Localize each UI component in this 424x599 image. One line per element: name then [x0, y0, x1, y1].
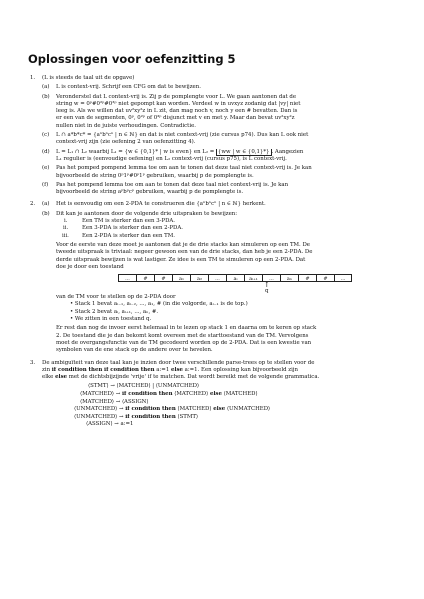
- q2-list-item: [30, 218, 394, 225]
- tape-cell: #: [298, 274, 316, 282]
- q2-bullet-text: We zitten in een toestand q.: [74, 316, 152, 323]
- q1-d-line: L₁ regulier is (eenvoudige oefening) en L₂ context-vrij (cursus p75), is L context-vrij.: [56, 155, 287, 162]
- tape-cell: ...: [262, 274, 280, 282]
- head-arrow-icon: ↑: [264, 281, 270, 290]
- q2-number: 2.: [30, 201, 36, 208]
- q3-text: De ambiguïteit van deze taal kan je inzien door twee verschillende parse-trees op te stellen voor de: [42, 359, 315, 366]
- q2-item-text: Een TM is sterker dan een 3-PDA.: [82, 218, 176, 225]
- q2-paragraph-line: tweede uitspraak is triviaal: negeer gewoon een van de drie stacks, dan heb je een 2-PDA. De: [56, 249, 313, 256]
- page-title: Oplossingen voor oefenzitting 5: [28, 52, 236, 66]
- q2-item-label: iii.: [62, 232, 69, 239]
- grammar-rule: ⟨MATCHED⟩ → ⟨ASSIGN⟩: [80, 398, 149, 405]
- q1-b-line: [30, 94, 394, 101]
- bullet-icon: •: [70, 308, 75, 315]
- q2-paragraph-line: moet de overgangsfunctie van de TM gecodeerd worden op de 2-PDA. Dat is een kwestie van: [56, 339, 312, 346]
- grammar-rule: ⟨UNMATCHED⟩ → if condition then ⟨MATCHED⟩ else ⟨UNMATCHED⟩: [74, 406, 271, 413]
- tape-cell: ...: [118, 274, 136, 282]
- q1-c-line: context-vrij zijn (zie oefening 2 van oefenzitting 4).: [56, 139, 196, 146]
- q2-b-line: [30, 211, 394, 218]
- q2-item-label: ii.: [63, 225, 69, 232]
- q2-item-text: Een 3-PDA is sterker dan een 2-PDA.: [82, 225, 183, 232]
- q1-d-label: (d): [42, 148, 50, 155]
- grammar-rule: ⟨UNMATCHED⟩ → if condition then ⟨STMT⟩: [74, 413, 199, 420]
- q2-a-text: Het is eenvoudig om een 2-PDA te construeren die {aⁿbⁿcⁿ | n ∈ ℕ} herkent.: [56, 201, 266, 208]
- q2-bullet: [30, 301, 394, 308]
- q1-e-text: Pas het pomped pompend lemma toe om aan te tonen dat deze taal niet context-vrij is. Je kan: [56, 165, 312, 172]
- q1-b-line: string w = 0ᵖ#0²ᵖ#0³ᵖ niet gepompt kan worden. Verdeel w in uvxyz zodanig dat |vy| niet: [56, 100, 301, 107]
- head-state-label: q: [265, 288, 269, 295]
- q2-paragraph-line: Er rest dan nog de invoer eerst helemaal in te lezen op stack 1 en daarna om te keren op stack: [56, 325, 317, 332]
- q3-number: 3.: [30, 359, 36, 366]
- q2-bullet-text: Stack 2 bevat aᵢ, aᵢ₊₁, ..., aₙ, #.: [74, 308, 159, 315]
- q2-bullet: [30, 316, 394, 323]
- tape-cell: a₂: [190, 274, 208, 282]
- q1-b-text: Veronderstel dat L context-vrij is. Zij p de pomplengte voor L. We gaan aantonen dat de: [56, 93, 297, 100]
- q1-f-line: bijvoorbeeld de string aᵖbᵖcᵖ gebruiken, waarbij p de pomplengte is.: [56, 189, 244, 196]
- q1-intro: (L is steeds de taal uit de opgave): [42, 75, 135, 81]
- q1-number: 1.: [30, 75, 36, 81]
- q2-paragraph-line: symbolen van de ene stack op de andere over te hevelen.: [56, 347, 213, 354]
- q2-a-line: [30, 201, 394, 208]
- tape-head: [30, 282, 394, 294]
- bullet-icon: •: [70, 301, 75, 308]
- grammar-rule: ⟨STMT⟩ → ⟨MATCHED⟩ | ⟨UNMATCHED⟩: [88, 383, 200, 390]
- q2-paragraph-line: doe je door een toestand: [56, 263, 124, 270]
- q1-a-text: L is context-vrij. Schrijf een CFG om dat te bewijzen.: [56, 84, 201, 91]
- q1-a: [30, 84, 394, 91]
- q1-c-line: [30, 132, 394, 139]
- tape-cell: #: [136, 274, 154, 282]
- q1-b-line: nullen niet in de juiste verhoudingen. Contradictie.: [56, 122, 196, 129]
- q1-f-line: [30, 182, 394, 189]
- tape-cell: #: [316, 274, 334, 282]
- grammar-rule: ⟨ASSIGN⟩ → a:=1: [86, 421, 134, 428]
- q1-a-label: (a): [42, 84, 50, 91]
- q1-e-label: (e): [42, 165, 50, 172]
- q3-line: [30, 360, 394, 367]
- q2-list-item: [30, 233, 394, 240]
- q1-f-label: (f): [42, 181, 49, 188]
- q1-f-text: Pas het pompend lemma toe om aan te tonen dat deze taal niet context-vrij is. Je kan: [56, 181, 289, 188]
- q1-d-boxed-language: {ww | w ∈ {0,1}*}: [218, 148, 270, 155]
- bullet-icon: •: [70, 316, 75, 323]
- q2-paragraph-line: 2. De toestand die je dan bekomt komt overeen met de starttoestand van de TM. Vervolgens: [56, 332, 309, 339]
- q3-line: zin if condition then if condition then a:=1 else a:=1. Een oplossing kan bijvoorbeeld zijn: [42, 366, 298, 373]
- tape-cell: ...: [208, 274, 226, 282]
- q1-e-line: [30, 165, 394, 172]
- q2-item-label: i.: [64, 218, 68, 225]
- tm-tape: [118, 274, 394, 282]
- q1-e-line: bijvoorbeeld de string 0ᵖ1ᵖ#0ᵖ1ᵖ gebruiken, waarbij p de pomplengte is.: [56, 172, 254, 179]
- q2-b-label: (b): [42, 210, 50, 217]
- tape-cell: ...: [334, 274, 352, 282]
- q1-d-text: [30, 149, 394, 156]
- q1-d-line: [30, 149, 394, 156]
- q1-c-label: (c): [42, 132, 50, 139]
- q1-c-text: L ∩ a*b*c* = {aⁿbⁿcⁿ | n ∈ ℕ} en dat is niet context-vrij (zie cursus p74). Dus kan L ook niet: [56, 132, 309, 139]
- q2-a-label: (a): [42, 201, 50, 208]
- grammar-block: [30, 383, 394, 429]
- q2-paragraph-line: van de TM voor te stellen op de 2-PDA door: [56, 294, 176, 301]
- q2-bullet: [30, 309, 394, 316]
- q2-item-text: Een 2-PDA is sterker dan een TM.: [82, 232, 176, 239]
- q1-b-label: (b): [42, 93, 50, 100]
- q2-paragraph-line: Voor de eerste van deze moet je aantonen dat je de drie stacks kan simuleren op een TM. De: [56, 241, 310, 248]
- tape-cell: aᵢ₊₁: [244, 274, 262, 282]
- q1-b-line: leeg is. Als we willen dat uv²xy²z in L zit, dan mag noch v, noch y een # bevatten. Dan is: [56, 108, 298, 115]
- tape-cell: aₙ: [280, 274, 298, 282]
- q1-d-post: . Aangezien: [271, 148, 304, 155]
- tape-cell: #: [154, 274, 172, 282]
- tape-cell: a₁: [172, 274, 190, 282]
- tape-cell: aᵢ: [226, 274, 244, 282]
- q3-line: elke else met de dichtsbijzijnde 'vrije' if te matchen. Dat wordt bereikt met de volgende grammatica.: [42, 374, 320, 381]
- q1-intro-line: [30, 75, 394, 82]
- q2-paragraph-line: derde uitspraak bewijzen is wat lastiger. Ze idee is een TM te simuleren op een 2-PDA. Dat: [56, 256, 306, 263]
- q1-b-line: er een van de segmenten, 0ᵖ, 0²ᵖ of 0³ᵖ disjunct met v en met y. Maar dan bevat uv²xy²z: [56, 115, 295, 122]
- q1-d-pre: L = L₁ ∩ L₂ waarbij L₁ = {w ∈ {0,1}* | w is even} en L₂ =: [56, 148, 216, 155]
- grammar-rule: ⟨MATCHED⟩ → if condition then ⟨MATCHED⟩ else ⟨MATCHED⟩: [80, 390, 258, 397]
- q2-list-item: [30, 225, 394, 232]
- q2-b-text: Dit kan je aantonen door de volgende drie uitspraken te bewijzen:: [56, 210, 238, 217]
- q2-bullet-text: Stack 1 bevat aᵢ₋₁, aᵢ₋₂, ..., a₁, # (in die volgorde, aᵢ₋₁ is de top.): [74, 301, 248, 308]
